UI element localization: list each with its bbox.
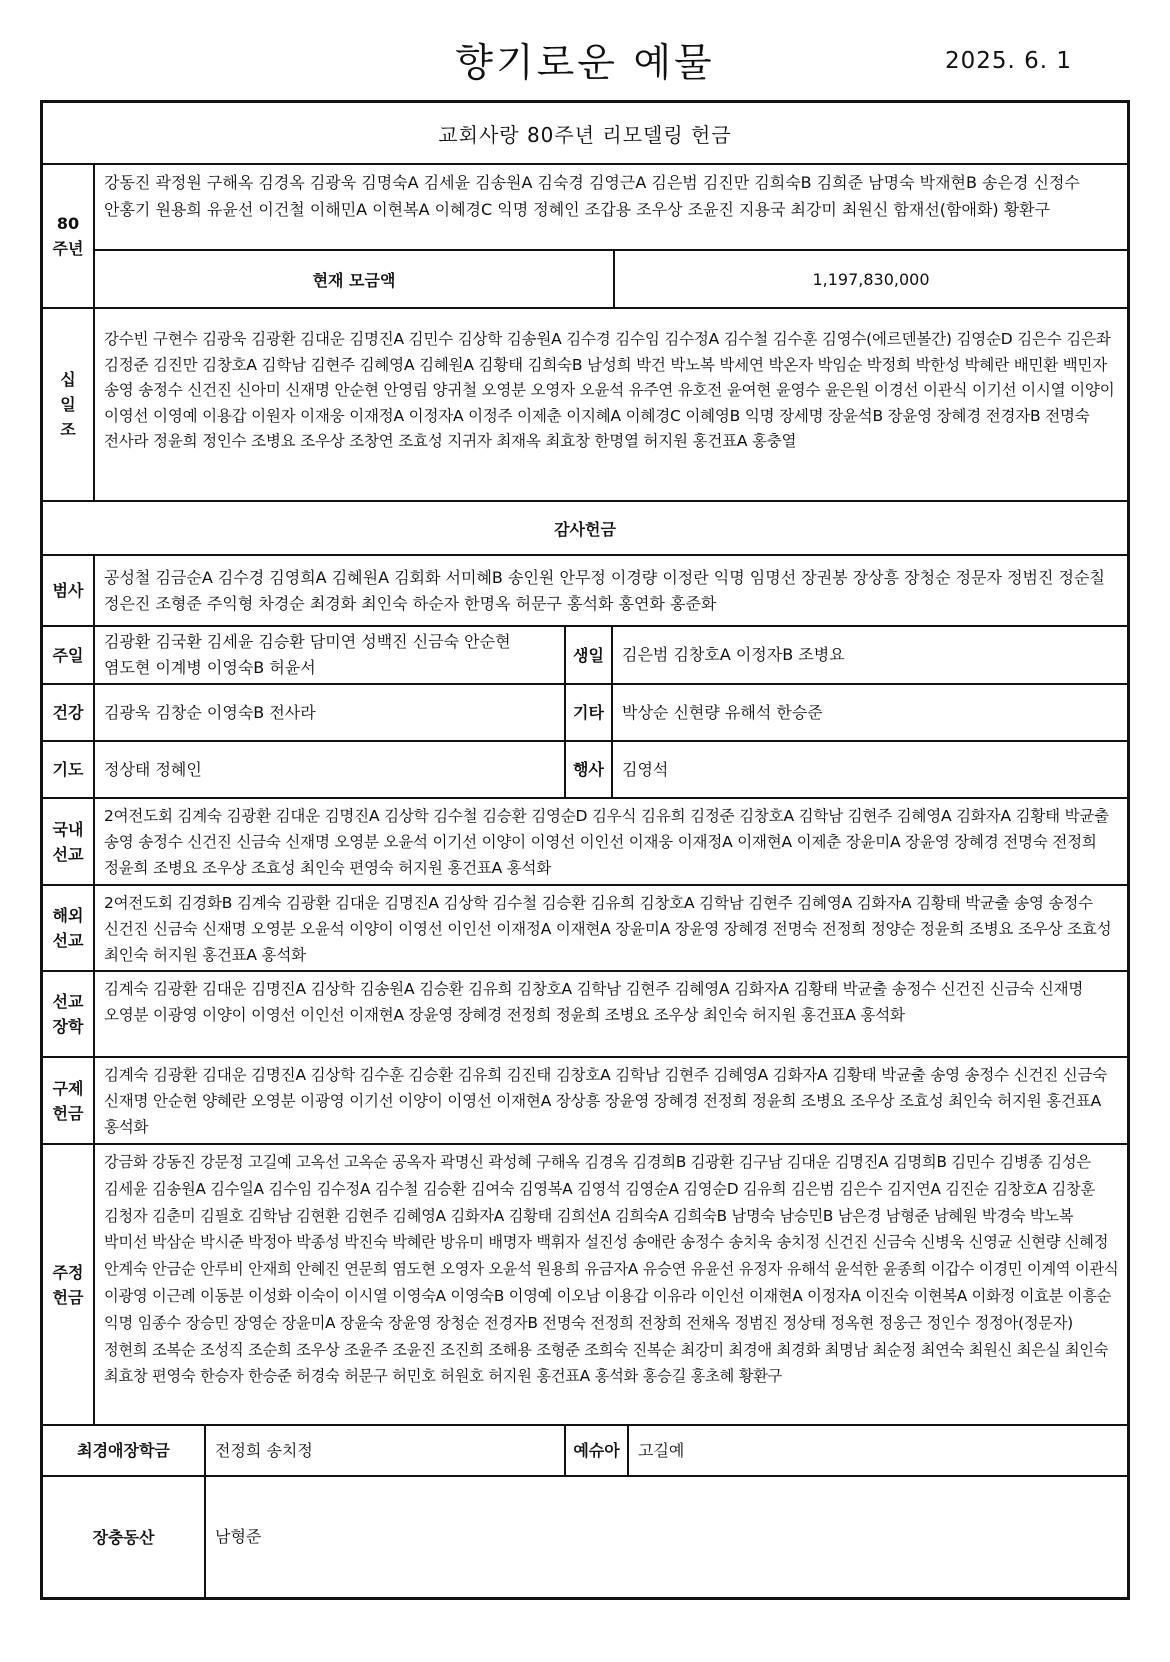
- overseas-mission-names: 2여전도회 김경화B 김계숙 김광환 김대운 김명진A 김상학 김수철 김승환 김유희 김창호A 김학남 김현주 김혜영A 김화자A 김황태 박균출 송영 송정수 신건진 신금숙 신재명 오영분 오윤석 이양이 이영선 이인선 이재정A 이재현A 장윤미A 장윤영 장혜경 전명숙 전정희 정양순 정윤희 조병요 조우상 조효성 최인숙 허지원 홍건표A 홍석화: [104, 894, 1112, 964]
- jangchung-label: 장충동산: [92, 1527, 155, 1547]
- health-names: 김광욱 김창순 이영숙B 전사라: [104, 702, 316, 722]
- page-title: 향기로운 예물: [455, 41, 715, 86]
- thanks-names: 공성철 김금순A 김수경 김영희A 김혜원A 김회화 서미혜B 송인원 안무정 이경량 이정란 익명 임명선 장권봉 장상흥 장청순 정문자 정범진 정순칠 정은진 조형준 주익형 차경순 최경화 최인숙 하순자 한명옥 허문구 홍석화 홍연화 홍준화: [104, 567, 1105, 613]
- domestic-mission-label: 국내 선교: [52, 819, 84, 864]
- mission-scholarship-names: 김계숙 김광환 김대운 김명진A 김상학 김송원A 김승환 김유희 김창호A 김학남 김현주 김혜영A 김화자A 김황태 박균출 송정수 신건진 신금숙 신재명 오영분 이광영 이양이 이영선 이인선 이재현A 장윤영 장혜경 전정희 정윤희 조병요 조우상 최인숙 허지원 홍건표A 홍석화: [104, 980, 1084, 1024]
- sunday-names: 김광환 김국환 김세윤 김승환 담미연 성백진 신금숙 안순현 염도현 이계병 이영숙B 허윤서: [104, 632, 511, 677]
- memorial-scholarship-names: 전정희 송치정: [215, 1440, 313, 1460]
- anniversary-label: 80 주년: [52, 214, 84, 258]
- offering-table: [40, 100, 1130, 1600]
- tithe-names: 강수빈 구현수 김광욱 김광환 김대운 김명진A 김민수 김상학 김송원A 김수경 김수임 김수정A 김수철 김수훈 김영수(에르덴볼간) 김영순D 김은수 김은좌 김정준 김진만 김창호A 김학남 김현주 김혜영A 김혜원A 김황태 김희숙B 남성희 박건 박노복 박세연 박온자 박임순 박정희 박한성 박혜란 배민환 백민자 송영 송정수 신건진 신아미 신재명 안순현 안영림 양귀철 오영분 오영자 오윤석 유주연 유호전 윤여현 윤영수 윤은원 이경선 이관식 이기선 이시열 이양이 이영선 이영예 이용갑 이원자 이재웅 이재정A 이정자A 이정주 이제춘 이지혜A 이혜경C 이혜영B 익명 장세명 장윤석B 장윤영 장혜경 전경자B 전명숙 전사라 정윤희 정인수 조병요 조우상 조창연 조효성 지귀자 최재옥 최효창 한명열 허지원 홍건표A 홍충열: [104, 330, 1115, 450]
- relief-names: 김계숙 김광환 김대운 김명진A 김상학 김수훈 김승환 김유희 김진태 김창호A 김학남 김현주 김혜영A 김화자A 김황태 박균출 송영 송정수 신건진 신금숙 신재명 안순현 양혜란 오영분 이광영 이기선 이양이 이영선 이재현A 장상흥 장윤영 장혜경 전정희 정윤희 조병요 조우상 조효성 최인숙 허지원 홍건표A 홍석화: [104, 1066, 1108, 1136]
- health-label: 건강: [52, 703, 84, 722]
- relief-label: 구제 헌금: [52, 1078, 84, 1123]
- prayer-label: 기도: [52, 760, 84, 779]
- domestic-mission-names: 2여전도회 김계숙 김광환 김대운 김명진A 김상학 김수철 김승환 김영순D 김우식 김유희 김정준 김창호A 김학남 김현주 김혜영A 김화자A 김황태 박균출 송영 송정수 신건진 신금숙 신재명 오영분 오윤석 이기선 이양이 이영선 이인선 이재웅 이재정A 이재현A 이제춘 장윤미A 장윤영 장혜경 전명숙 전정희 정윤희 조병요 조우상 조효성 최인숙 편영숙 허지원 홍건표A 홍석화: [104, 807, 1109, 877]
- mission-scholarship-label: 선교 장학: [52, 992, 84, 1036]
- designated-label: 주정 헌금: [52, 1262, 84, 1307]
- thanks-label: 범사: [52, 581, 84, 600]
- prayer-names: 정상태 정혜인: [104, 759, 202, 779]
- tithe-label: 십 일 조: [60, 370, 76, 439]
- thanks-title: 감사헌금: [554, 519, 616, 539]
- offering-date: 2025. 6. 1: [945, 48, 1073, 74]
- event-label: 행사: [573, 760, 604, 779]
- section-title: 교회사랑 80주년 리모델링 헌금: [438, 122, 732, 147]
- event-names: 김영석: [622, 759, 669, 779]
- yeshua-label: 예슈아: [573, 1441, 620, 1460]
- sunday-label: 주일: [52, 645, 84, 665]
- designated-names: 강금화 강동진 강문정 고길예 고옥선 고옥순 공옥자 곽명신 곽성혜 구해옥 김경옥 김경희B 김광환 김구남 김대운 김명진A 김명희B 김민수 김병종 김성은 김세윤 김송원A 김수일A 김수임 김수정A 김수철 김승환 김여숙 김영복A 김영석 김영순A 김영순D 김유희 김은범 김은수 김지연A 김진순 김창호A 김창훈 김청자 김춘미 김필호 김학남 김현환 김현주 김혜영A 김화자A 김황태 김희선A 김희숙A 김희숙B 남명숙 남승민B 남은경 남형준 남혜원 박경숙 박노복 박미선 박삼순 박시준 박정아 박종성 박진숙 박혜란 방유미 배명자 백휘자 설진성 송애란 송정수 송치욱 송치정 신건진 신금숙 신병욱 신영균 신현량 신혜정 안계숙 안금순 안루비 안재희 안혜진 연문희 염도현 오영자 오윤석 원용희 유금자A 유승연 유윤선 유정자 유해석 윤석한 윤종희 이갑수 이경민 이계역 이관식 이광영 이근례 이동분 이성화 이숙이 이시열 이영숙A 이영숙B 이영예 이오남 이용갑 이유라 이인선 이재현A 이정자A 이진숙 이현복A 이화정 이효분 이흥순 익명 임종수 장승민 장영순 장윤미A 장윤숙 장윤영 장청순 전경자B 전명숙 전정희 전창희 전채옥 정범진 정상태 정옥현 정웅근 정인수 정정아(정문자) 정현희 조복순 조성직 조순희 조우상 조윤주 조윤진 조진희 조해용 조형준 조희숙 진복순 최강미 최경애 최경화 최명남 최순정 최연숙 최원신 최은실 최인숙 최효창 편영숙 한승자 한승준 허경숙 허문구 허민호 허원호 허지원 홍건표A 홍석화 홍승길 홍초혜 황환구: [104, 1153, 1119, 1386]
- memorial-scholarship-label: 최경애장학금: [77, 1441, 170, 1460]
- other-label: 기타: [573, 703, 604, 722]
- total-label: 현재 모금액: [312, 270, 396, 290]
- jangchung-names: 남형준: [215, 1527, 262, 1546]
- overseas-mission-label: 해외 선교: [52, 906, 84, 950]
- birthday-names: 김은범 김창호A 이정자B 조병요: [622, 645, 845, 664]
- anniversary-names: 강동진 곽정원 구해옥 김경옥 김광욱 김명숙A 김세윤 김송원A 김숙경 김영근A 김은범 김진만 김희숙B 김희준 남명숙 박재현B 송은경 신정수 안홍기 원용희 유윤선 이건철 이해민A 이현복A 이혜경C 익명 정혜인 조갑용 조우상 조윤진 지용국 최강미 최원신 함재선(함애화) 황환구: [104, 173, 1080, 219]
- birthday-label: 생일: [573, 645, 604, 665]
- other-names: 박상순 신현량 유해석 한승준: [622, 702, 823, 722]
- yeshua-names: 고길예: [638, 1440, 685, 1460]
- total-value: 1,197,830,000: [812, 269, 930, 289]
